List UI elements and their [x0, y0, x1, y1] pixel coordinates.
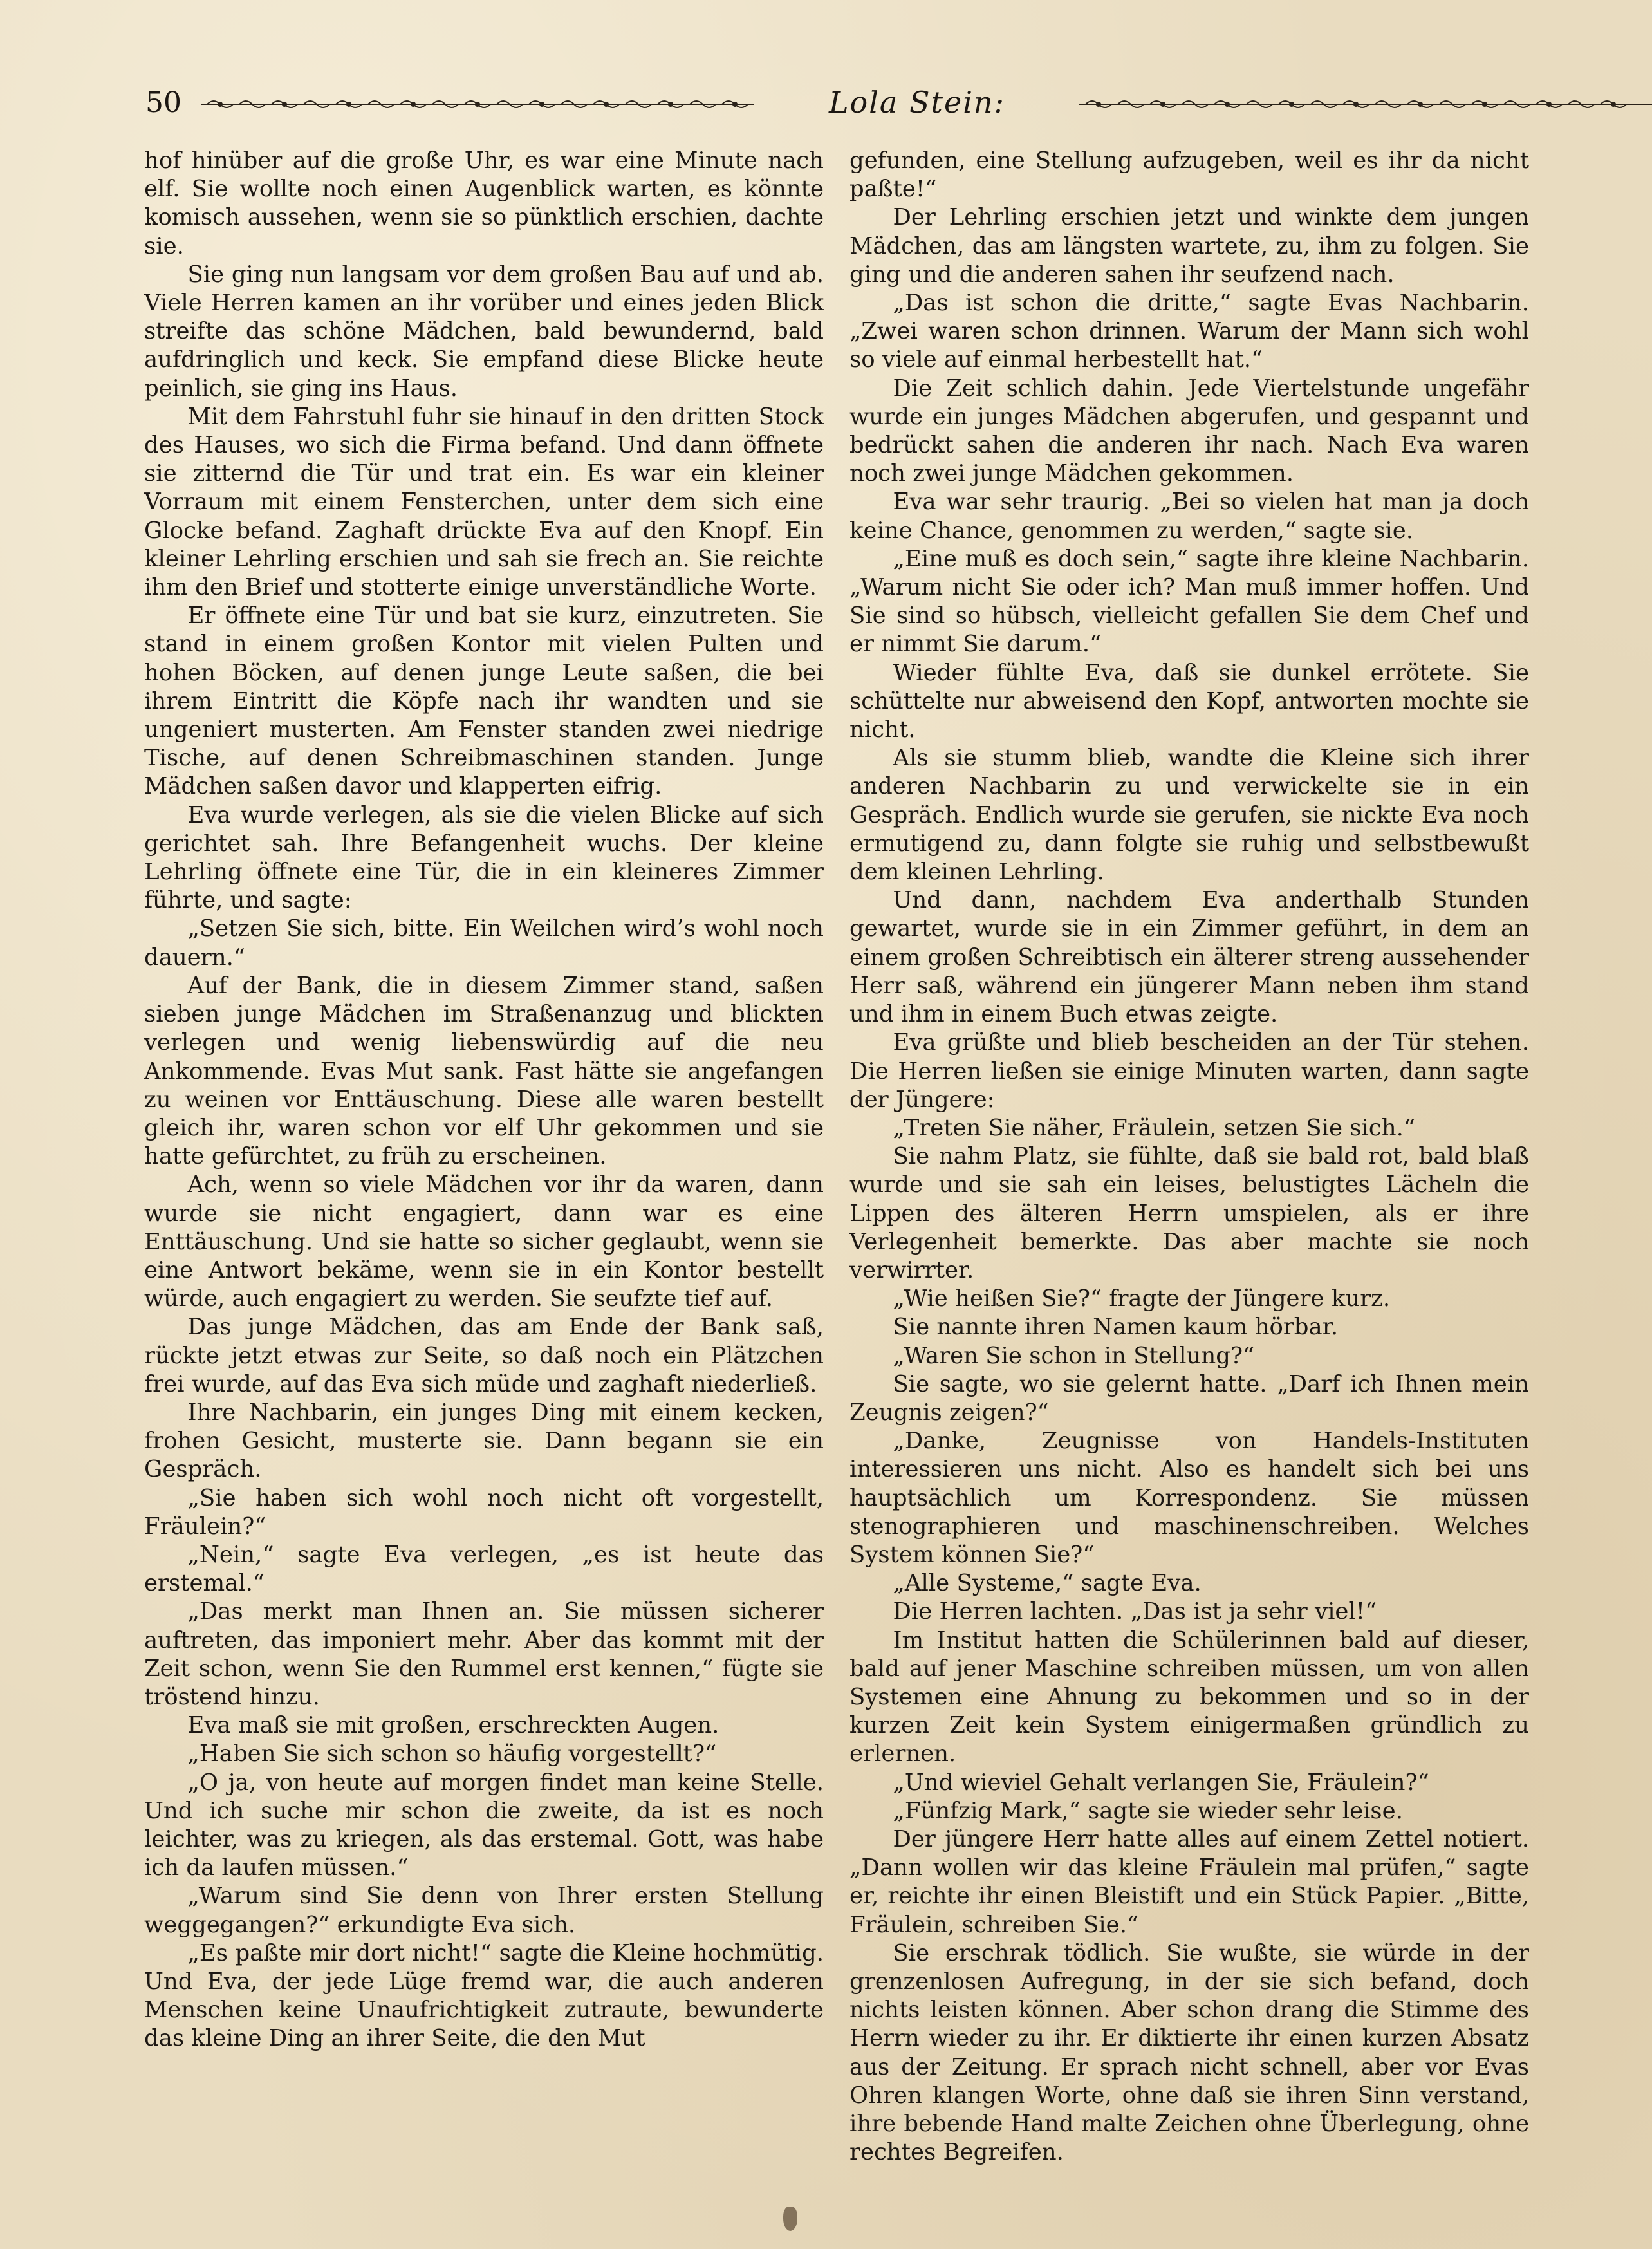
paragraph: Er öffnete eine Tür und bat sie kurz, einzutreten. Sie stand in einem großen Kontor mit vielen Pulten und hohen Böcken, auf denen junge Leute saßen, die bei ihrem Eintritt die Köpfe nach ihr wandten und sie ungeniert musterten. Am Fenster standen zwei niedrige Tische, auf denen Schreibmaschinen standen. Junge Mädchen saßen davor und klapperten eifrig. — [144, 602, 824, 800]
paragraph: Der Lehrling erschien jetzt und winkte dem jungen Mädchen, das am längsten wartete, zu, ihm zu folgen. Sie ging und die anderen sahen ihr seufzend nach. — [849, 204, 1529, 288]
paragraph: Wieder fühlte Eva, daß sie dunkel errötete. Sie schüttelte nur abweisend den Kopf, antworten mochte sie nicht. — [849, 659, 1529, 743]
page-header — [143, 82, 1525, 125]
right-column — [849, 147, 1529, 2166]
paragraph: „Alle Systeme,“ sagte Eva. — [893, 1570, 1202, 1597]
paragraph: Mit dem Fahrstuhl fuhr sie hinauf in den dritten Stock des Hauses, wo sich die Firma befand. Und dann öffnete sie zitternd die Tür und trat ein. Es war ein kleiner Vorraum mit einem Fensterchen, unter dem sich eine Glocke befand. Zaghaft drückte Eva auf den Knopf. Ein kleiner Lehrling erschien und sah sie frech an. Sie reichte ihm den Brief und stotterte einige unverständliche Worte. — [144, 403, 824, 601]
paragraph: Eva wurde verlegen, als sie die vielen Blicke auf sich gerichtet sah. Ihre Befangenheit wuchs. Der kleine Lehrling öffnete eine Tür, die in ein kleineres Zimmer führte, und sagte: — [144, 801, 824, 914]
paragraph: „Setzen Sie sich, bitte. Ein Weilchen wird’s wohl noch dauern.“ — [144, 915, 824, 971]
paragraph: „Danke, Zeugnisse von Handels-Instituten interessieren uns nicht. Also es handelt sich bei uns hauptsächlich um Korrespondenz. Sie müssen stenographieren und maschinenschreiben. Welches System können Sie?“ — [849, 1428, 1529, 1568]
paragraph: Ach, wenn so viele Mädchen vor ihr da waren, dann wurde sie nicht engagiert, dann war es eine Enttäuschung. Und sie hatte so sicher geglaubt, wenn sie eine Antwort bekäme, wenn sie in ein Kontor bestellt würde, auch engagiert zu werden. Sie seufzte tief auf. — [144, 1171, 824, 1312]
paragraph: Eva maß sie mit großen, erschreckten Augen. — [187, 1712, 719, 1739]
paragraph: „Das ist schon die dritte,“ sagte Evas Nachbarin. „Zwei waren schon drinnen. Warum der Mann sich wohl so viele auf einmal herbestellt hat.“ — [849, 290, 1529, 373]
scroll-ornament-icon — [201, 97, 754, 112]
paragraph: „Das merkt man Ihnen an. Sie müssen sicherer auftreten, das imponiert mehr. Aber das kommt mit der Zeit schon, wenn Sie den Rummel erst kennen,“ fügte sie tröstend hinzu. — [144, 1598, 824, 1710]
paragraph: Eva grüßte und blieb bescheiden an der Tür stehen. Die Herren ließen sie einige Minuten warten, dann sagte der Jüngere: — [849, 1029, 1529, 1113]
paragraph: Sie sagte, wo sie gelernt hatte. „Darf ich Ihnen mein Zeugnis zeigen?“ — [849, 1370, 1529, 1426]
paragraph: Das junge Mädchen, das am Ende der Bank saß, rückte jetzt etwas zur Seite, so daß noch ein Plätzchen frei wurde, auf das Eva sich müde und zaghaft niederließ. — [144, 1314, 824, 1397]
paragraph: Die Herren lachten. „Das ist ja sehr viel!“ — [893, 1598, 1377, 1625]
scroll-ornament-icon — [1079, 97, 1652, 112]
paragraph: „Und wieviel Gehalt verlangen Sie, Fräulein?“ — [893, 1769, 1429, 1796]
left-column — [144, 147, 824, 2104]
page-number: 50 — [145, 86, 181, 119]
paragraph: Sie ging nun langsam vor dem großen Bau auf und ab. Viele Herren kamen an ihr vorüber und eines jeden Blick streifte das schöne Mädchen, bald bewundernd, bald aufdringlich und keck. Sie empfand diese Blicke heute peinlich, sie ging ins Haus. — [144, 261, 824, 402]
ink-blot — [783, 2207, 797, 2231]
text-columns — [144, 147, 1529, 2166]
paragraph: „Sie haben sich wohl noch nicht oft vorgestellt, Fräulein?“ — [144, 1484, 824, 1540]
paragraph: „Treten Sie näher, Fräulein, setzen Sie sich.“ — [893, 1114, 1415, 1141]
paragraph: „Eine muß es doch sein,“ sagte ihre kleine Nachbarin. „Warum nicht Sie oder ich? Man muß immer hoffen. Und Sie sind so hübsch, vielleicht gefallen Sie dem Chef und er nimmt Sie darum.“ — [849, 545, 1529, 658]
running-head: Lola Stein: — [828, 85, 1006, 120]
paragraph: „Es paßte mir dort nicht!“ sagte die Kleine hochmütig. Und Eva, der jede Lüge fremd war, die auch anderen Menschen keine Unaufrichtigkeit zutraute, bewunderte das kleine Ding an ihrer Seite, die den Mut — [144, 1939, 824, 2052]
paragraph: Als sie stumm blieb, wandte die Kleine sich ihrer anderen Nachbarin zu und verwickelte sie in ein Gespräch. Endlich wurde sie gerufen, sie nickte Eva noch ermutigend zu, dann folgte sie ruhig und selbstbewußt dem kleinen Lehrling. — [849, 745, 1529, 886]
paragraph: gefunden, eine Stellung aufzugeben, weil es ihr da nicht paßte!“ — [849, 147, 1529, 203]
paragraph: Sie nannte ihren Namen kaum hörbar. — [893, 1314, 1339, 1341]
paragraph: „Nein,“ sagte Eva verlegen, „es ist heute das erstemal.“ — [144, 1541, 824, 1597]
paragraph: „Warum sind Sie denn von Ihrer ersten Stellung weggegangen?“ erkundigte Eva sich. — [144, 1883, 824, 1938]
paragraph: Sie erschrak tödlich. Sie wußte, sie würde in der grenzenlosen Aufregung, in der sie sich befand, doch nichts leisten können. Aber schon drang die Stimme des Herrn wieder zu ihr. Er diktierte ihr einen kurzen Absatz aus der Zeitung. Er sprach nicht schnell, aber vor Evas Ohren klangen Worte, ohne daß sie ihren Sinn verstand, ihre bebende Hand malte Zeichen ohne Überlegung, ohne rechtes Begreifen. — [849, 1939, 1529, 2166]
paragraph: „Fünfzig Mark,“ sagte sie wieder sehr leise. — [893, 1797, 1403, 1824]
paragraph: Eva war sehr traurig. „Bei so vielen hat man ja doch keine Chance, genommen zu werden,“ sagte sie. — [849, 489, 1529, 544]
paragraph: Die Zeit schlich dahin. Jede Viertelstunde ungefähr wurde ein junges Mädchen abgerufen, und gespannt und bedrückt sahen die anderen ihr nach. Nach Eva waren noch zwei junge Mädchen gekommen. — [849, 375, 1529, 487]
paragraph: „O ja, von heute auf morgen findet man keine Stelle. Und ich suche mir schon die zweite, da ist es noch leichter, was zu kriegen, als das erstemal. Gott, was habe ich da laufen müssen.“ — [144, 1769, 824, 1881]
paragraph: „Wie heißen Sie?“ fragte der Jüngere kurz. — [893, 1285, 1391, 1312]
paragraph: Auf der Bank, die in diesem Zimmer stand, saßen sieben junge Mädchen im Straßenanzug und blickten verlegen und wenig liebenswürdig auf die neu Ankommende. Evas Mut sank. Fast hätte sie angefangen zu weinen vor Enttäuschung. Diese alle waren bestellt gleich ihr, waren schon vor elf Uhr gekommen und sie hatte gefürchtet, zu früh zu erscheinen. — [144, 972, 824, 1170]
paragraph: „Haben Sie sich schon so häufig vorgestellt?“ — [187, 1740, 717, 1768]
paragraph: Ihre Nachbarin, ein junges Ding mit einem kecken, frohen Gesicht, musterte sie. Dann begann sie ein Gespräch. — [144, 1399, 824, 1483]
paragraph: Sie nahm Platz, sie fühlte, daß sie bald rot, bald blaß wurde und sie sah ein leises, belustigtes Lächeln die Lippen des älteren Herrn umspielen, als er ihre Verlegenheit bemerkte. Das aber machte sie noch verwirrter. — [849, 1143, 1529, 1283]
paragraph: Der jüngere Herr hatte alles auf einem Zettel notiert. „Dann wollen wir das kleine Fräulein mal prüfen,“ sagte er, reichte ihr einen Bleistift und ein Stück Papier. „Bitte, Fräulein, schreiben Sie.“ — [849, 1825, 1529, 1938]
paragraph: Im Institut hatten die Schülerinnen bald auf dieser, bald auf jener Maschine schreiben müssen, um von allen Systemen eine Ahnung zu bekommen und so in der kurzen Zeit kein System einigermaßen gründlich zu erlernen. — [849, 1627, 1529, 1768]
paragraph: Und dann, nachdem Eva anderthalb Stunden gewartet, wurde sie in ein Zimmer geführt, in dem an einem großen Schreibtisch ein älterer streng aussehender Herr saß, während ein jüngerer Mann neben ihm stand und ihm in einem Buch etwas zeigte. — [849, 887, 1529, 1028]
paragraph: hof hinüber auf die große Uhr, es war eine Minute nach elf. Sie wollte noch einen Augenblick warten, es könnte komisch aussehen, wenn sie so pünktlich erschien, dachte sie. — [144, 147, 824, 259]
paragraph: „Waren Sie schon in Stellung?“ — [893, 1342, 1255, 1369]
